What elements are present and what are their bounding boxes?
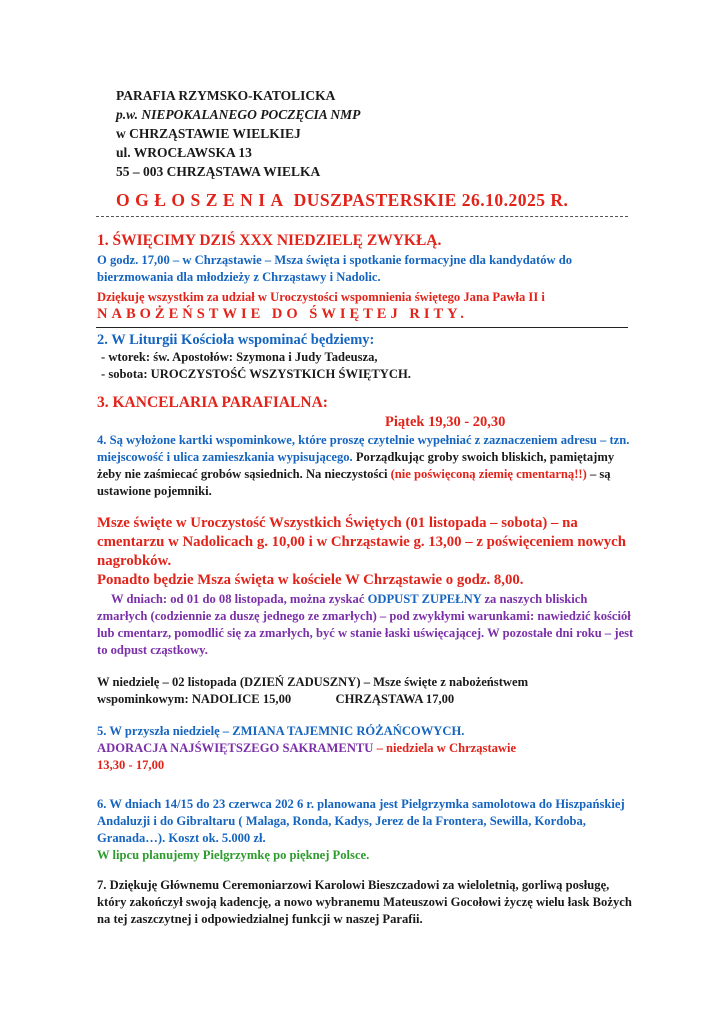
solid-divider [96,327,628,328]
section-3-heading: 3. KANCELARIA PARAFIALNA: [97,394,328,411]
section-5 [97,723,637,774]
masses-all-saints: Msze święte w Uroczystość Wszystkich Świętych (01 listopada – sobota) – na cmentarzu w Nadolicach g. 10,00 i w Chrząstawie g. 13,00 – z poświęceniem nowych nagrobków. [97,515,626,569]
masses-church: Ponadto będzie Msza święta w kościele W Chrząstawie o godz. 8,00. [97,572,524,588]
section-2-item-tuesday: - wtorek: św. Apostołów: Szymona i Judy Tadeusza, [101,350,378,364]
page-title [116,190,568,211]
all-souls-line: W niedzielę – 02 listopada (DZIEŃ ZADUSZNY) – Msze święte z nabożeństwem [97,675,529,689]
section-1-rita: NABOŻEŃSTWIE DO ŚWIĘTEJ RITY. [97,306,468,322]
all-souls-section [97,674,637,708]
section-2-heading: 2. W Liturgii Kościoła wspominać będziemy: [97,332,375,348]
parish-town: w CHRZĄSTAWIE WIELKIEJ [116,126,301,141]
section-5-hours: 13,30 - 17,00 [97,758,165,772]
indulgence-plenary: ODPUST ZUPEŁNY [367,592,482,606]
section-6-pilgrimage: 6. W dniach 14/15 do 23 czerwca 202 6 r. planowana jest Pielgrzymka samolotowa do Hiszpańskiej Andaluzji i do Gibraltaru ( Malaga, Ronda, Kadys, Jerez de la Frontera, Sewilla, Kordoba, Granada…). Koszt ok. 5.000 zł. [97,797,625,845]
section-7-thanks: 7. Dziękuję Głównemu Ceremoniarzowi Karolowi Bieszczadowi za wieloletnią, gorliwą posługę, który zakończył swoją kadencję, a nowo wybranemu Mateuszowi Gocołowi życzę wielu łask Bożych na tej zaszczytnej i odpowiedzialnej funkcji w naszej Parafii. [97,878,632,926]
parish-name: PARAFIA RZYMSKO-KATOLICKA [116,88,336,103]
section-2 [97,332,637,383]
title-spaced: OGŁOSZENIA [116,190,289,210]
section-4-note: (nie poświęconą ziemię cmentarną!!) [390,467,587,481]
parish-header [116,86,360,181]
section-5-adoration: ADORACJA NAJŚWIĘTSZEGO SAKRAMENTU [97,741,374,755]
section-7 [97,877,637,928]
section-1-thanks: Dziękuję wszystkim za udział w Uroczystości wspomnienia świętego Jana Pawła II i [97,290,545,304]
office-hours: Piątek 19,30 - 20,30 [385,414,506,430]
all-souls-chrzastawa: CHRZĄSTAWA 17,00 [335,692,455,706]
section-4 [97,432,637,500]
section-4-containers: – są ustawione pojemniki. [97,467,611,498]
all-souls-nadolice: wspominkowym: NADOLICE 15,00 [97,692,292,706]
parish-patron: p.w. NIEPOKALANEGO POCZĘCIA NMP [116,107,361,122]
indulgence-details: za naszych bliskich zmarłych (codziennie za duszę jednego ze zmarłych) – pod zwykłymi warunkami: nawiedzić kościół lub cmentarz, pomodlić się za zmarłych, być w stanie łaski uświęcającej. W pozostałe dni roku – jest to odpust cząstkowy. [97,592,634,657]
parish-street: ul. WROCŁAWSKA 13 [116,145,252,160]
section-2-item-saturday: - sobota: UROCZYSTOŚĆ WSZYSTKICH ŚWIĘTYCH. [101,367,411,381]
section-1-heading: 1. ŚWIĘCIMY DZIŚ XXX NIEDZIELĘ ZWYKŁĄ. [97,232,442,249]
section-3 [97,394,637,431]
section-6-poland: W lipcu planujemy Pielgrzymkę po pięknej Polsce. [97,848,370,862]
section-4-text: 4. Są wyłożone kartki wspominkowe, które proszę czytelnie wypełniać z zaznaczeniem adresu – tzn. miejscowość i ulica zamieszkania wypisującego. [97,433,630,464]
section-6 [97,796,637,864]
masses-section [97,514,637,659]
section-1-text: O godz. 17,00 – w Chrząstawie – Msza święta i spotkanie formacyjne dla kandydatów do bierzmowania dla młodzieży z Chrząstawy i Nadolic. [97,253,573,284]
section-5-rosary: 5. W przyszła niedzielę – ZMIANA TAJEMNIC RÓŻAŃCOWYCH. [97,724,465,738]
section-1 [97,232,637,323]
parish-postcode: 55 – 003 CHRZĄSTAWA WIELKA [116,164,321,179]
dashed-divider [96,216,628,217]
title-rest: DUSZPASTERSKIE 26.10.2025 R. [293,190,569,210]
section-4-graves: Porządkując groby swoich bliskich, pamiętajmy żeby nie zaśmiecać grobów sąsiednich. Na nieczystości [97,450,615,481]
section-5-adoration-place: – niedziela w Chrząstawie [376,741,517,755]
indulgence-intro: W dniach: od 01 do 08 listopada, można zyskać [111,592,365,606]
